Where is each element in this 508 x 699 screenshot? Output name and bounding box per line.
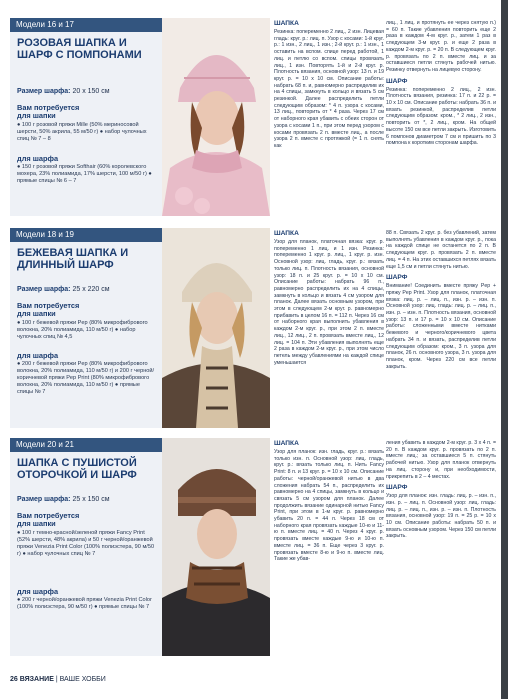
materials-heading: Вам потребуется для шапки	[17, 301, 80, 318]
model-photo	[162, 438, 270, 656]
scarf-instructions: Узор для планок: изн. гладь: лиц. р. – изн. п., изн. р. – лиц. п. Основной узор: лиц. гладь: лиц. р. – лиц. п., изн. р. – изн. п. Плотность вязания, основной узор: 19 п. = 25 р. = 10 х 10 см. Описание работы: набрать 50 п. и вязать основным узором. Через 150 см петли закрыть.	[386, 493, 497, 540]
materials-heading: Вам потребуется для шапки	[17, 103, 80, 120]
scarf-heading: ШАРФ	[386, 274, 408, 282]
scarf-instructions: Внимание! Соединить вместе пряжу Pep + пряжу Pep Print. Узор для планок, платочная вязка: лиц. р. – лиц. п., изн. р. – изн. п. Основной узор: лиц. гладь: лиц. р. – лиц. п., изн. р. – изн. п. Плотность вязания, основной узор: 13 п. и 17 р. = 10 х 10 см. Описание работы: сложенными вместе нитками бежевого и черного/коричневого цвета набрать 34 п. и вязать, распределив петли следующим образом: кром., 3 п. узора для планок, 26 п. основного узора, 3 п. узора для планок, кром. Через 220 см все петли закрыть.	[386, 283, 496, 370]
model-photo	[162, 18, 270, 216]
model-header-bar	[10, 438, 162, 452]
hat-heading: ШАПКА	[274, 20, 299, 27]
instructions-col-2	[386, 230, 496, 370]
instructions-col-1	[274, 230, 384, 366]
info-panel	[10, 18, 162, 216]
hat-instructions: Узор для планок, платочная вязка: круг. р. попеременно 1 лиц. и 1 изн. Резинка: попеременно 1 круг. р. лиц., 1 круг. р. изн. Основной узор: лиц. гладь, круг. р.: вязать только лиц. п. Плотность вязания, основной узор: 18 п. и 25 круг. р. = 10 х 10 см. Описание работы: набрать 96 п., равномерно распределить их на 4 спицы, замкнуть в кольцо и вязать 4 см узором для планок. Далее вязать основным узором, при этом в следующем 2-м круг. р. равномерно прибавить в целом 16 п. = 112 п. Через 16 см от наборного края выполнить убавления в каждом 2-м круг. р., при этом 2 п. вместе лиц., 12 лиц., 2 п. провязать вместе лиц., 12 лиц. = 104 п. Эти убавления выполнять еще 2 раза в каждом 2-м круг. р., при этом число петель между убавлениями на каждой спице уменьшается	[274, 239, 384, 366]
hat-instructions-cont: лиц., 1 лиц. и протянуть ее через снятую п.) = 60 п. Такие убавления повторить еще 2 раза в каждом 4-м круг. р., затем 1 раз в следующем 3-м круг. р. и еще 2 раза в каждом 2-м круг. р. = 20 п. В следующем круг. р. провязать по 2 п. вместе лиц. и за оставшиеся петли стянуть рабочей нитью. Резинку отвернуть на лицевую сторону.	[386, 20, 496, 73]
section-title: БЕЖЕВАЯ ШАПКА И ДЛИННЫЙ ШАРФ	[17, 247, 129, 271]
hat-instructions-cont: ления убавить в каждом 2-м круг. р. 3 х 4 п. = 20 п. В каждом круг. р. провязать по 2 п. вместе лиц.; за оставшиеся 5 п. стянуть рабочей нитью. Узор для планок отвернуть на лиц. сторону и, при необходимости, прикрепить в 2 – 4 местах.	[386, 440, 496, 480]
materials-hat: ● 100 г розовой пряжи Mille (50% мериносовой шерсти, 50% акрила, 55 м/50 г) ● набор чулочных спиц № 7 – 8	[17, 122, 147, 142]
magazine-name: ВЯЗАНИЕ	[19, 676, 54, 683]
hat-instructions-cont: 88 п. Связать 2 круг. р. без убавлений, затем выполнять убавления в каждом круг. р., пока на каждой спице не останется по 2 п. В следующем круг. р. провязать 2 п. вместе лиц. = 4 п. На этих оставшихся петлях вязать еще 1,5 см и петли стянуть нитью.	[386, 230, 496, 270]
instructions-col-2	[386, 20, 496, 147]
model-number: Модели 16 и 17	[16, 20, 74, 29]
materials-scarf-heading: для шарфа	[17, 154, 59, 163]
magazine-subtitle: | ВАШЕ ХОББИ	[55, 676, 106, 683]
model-number: Модели 20 и 21	[16, 440, 74, 449]
section-title: РОЗОВАЯ ШАПКА И ШАРФ С ПОМПОНАМИ	[17, 37, 142, 61]
materials-scarf-heading: для шарфа	[17, 587, 59, 596]
hat-heading: ШАПКА	[274, 440, 299, 447]
hat-heading: ШАПКА	[274, 230, 299, 237]
page-footer	[10, 676, 106, 683]
page-number: 26	[10, 676, 18, 683]
scarf-heading: ШАРФ	[386, 484, 408, 492]
model-photo	[162, 228, 270, 428]
instructions-col-1	[274, 20, 384, 150]
model-number: Модели 18 и 19	[16, 230, 74, 239]
scarf-heading: ШАРФ	[386, 77, 408, 85]
instructions-col-1	[274, 440, 384, 563]
model-header-bar	[10, 228, 162, 242]
instructions-col-2	[386, 440, 496, 540]
scarf-instructions: Резинка: попеременно 2 лиц., 2 изн. Плотность вязания, резинка: 17 п. и 22 р. = 10 х 10 см. Описание работы: набрать 36 п. и вязать резинкой, распределив петли следующим образом: кром., * 2 лиц., 2 изн., повторить от *, 2 лиц., кром. На общей высоте 150 см все петли закрыть. Изготовить 6 помпонов диаметром 7 см и пришить по 3 помпона к коротким сторонам шарфа.	[386, 86, 497, 147]
scarf-size: Размер шарфа: 25 х 220 см	[17, 286, 110, 293]
section-models-16-17	[10, 18, 498, 216]
materials-scarf: ● 200 г бежевой пряжи Pep (80% микрофибрового волокна, 20% полиамида, 110 м/50 г) и 200 г черной/коричневой пряжи Pep Print (80% микрофибрового волокна, 20% полиамида, 110 м/50 г) ● прямые спицы № 7	[17, 361, 155, 395]
info-panel	[10, 438, 162, 656]
info-panel	[10, 228, 162, 428]
materials-heading: Вам потребуется для шапки	[17, 511, 80, 528]
scarf-size: Размер шарфа: 20 х 150 см	[17, 88, 110, 95]
hat-instructions: Узор для планок: изн. гладь, круг. р.: вязать только изн. п. Основной узор: лиц. гладь, круг. р.: вязать только лиц. п. Нить Fancy Print: 8 п. и 13 круг. р. = 10 х 10 см. Описание работы: черной/оранжевой нитью в два сложения набрать 54 п., распределить их равномерно на 4 спицы, замкнуть в кольцо и связать 5 см узором для планок. Далее продолжить вязание одинарной нитью Fancy Print, при этом в 1-м круг. р. равномерно убавить 20 п. = 44 п. Через 18 см от наборного края провязать каждые 10-ю и 11-ю п. вместе лиц. = 40 п. Через 4 круг. р. провязать вместе каждые 9-ю и 10-ю п. вместе лиц. = 36 п. Еще через 3 круг. р. провязать вместе 8-ю и 9-ю п. вместе лиц. Такие же убав-	[274, 449, 384, 563]
materials-scarf-heading: для шарфа	[17, 351, 59, 360]
section-models-20-21	[10, 438, 498, 656]
section-title: ШАПКА С ПУШИСТОЙ ОТОРОЧКОЙ И ШАРФ	[17, 457, 137, 481]
page-edge-shadow	[501, 0, 508, 699]
hat-instructions: Резинка: попеременно 2 лиц., 2 изн. Лицевая гладь: круг. р.: лиц. п. Узор с косами: 1-й круг. р.: 1 изн., 2 лиц., 1 изн.; 2-й круг. р.: 1 изн., 1 оставить на вспом. спице перед работой, 1 лиц. и петлю со вспом. спицы провязать лиц., 1 изн. Повторять 1-й и 2-й круг. р. Плотность вязания, основной узор: 13 п. и 19 круг. р. = 10 х 10 см. Описание работы: набрать 68 п. и, равномерно распределив их на 4 спицы, замкнуть в кольцо и вязать 5 см резинкой. Далее распределить петли следующим образом: * 4 п. узора с косами, 13 лиц., повторить от * 4 раза. Через 17 см от наборного края убавить с обеих сторон от узора с косами 1 п., при этом перед узором с косами провязать 2 п. вместе лиц., а после узора 2 п. вместе с протяжкой (= 1 п. снять как	[274, 29, 384, 149]
scarf-size: Размер шарфа: 25 х 150 см	[17, 496, 110, 503]
materials-scarf: ● 200 г черной/оранжевой пряжи Venezia Print Color (100% полиэстера, 90 м/50 г) ● прямые спицы № 7	[17, 597, 152, 610]
section-models-18-19	[10, 228, 498, 428]
materials-hat: ● 100 г темно-красной/зеленой пряжи Fancy Print (52% шерсти, 48% акрила) и 50 г черной/оранжевой пряжи Venezia Print Color (100% полиэстера, 90 м/50 г) ● набор чулочных спиц № 7	[17, 530, 155, 557]
materials-hat: ● 100 г бежевой пряжи Pep (80% микрофибрового волокна, 20% полиамида, 110 м/50 г) ● набор чулочных спиц № 4,5	[17, 320, 148, 340]
materials-scarf: ● 150 г розовой пряжи Softhair (60% королевского мохера, 23% полиамида, 17% шерсти, 100 м/50 г) ● прямые спицы № 6 – 7	[17, 164, 152, 184]
model-header-bar	[10, 18, 162, 32]
